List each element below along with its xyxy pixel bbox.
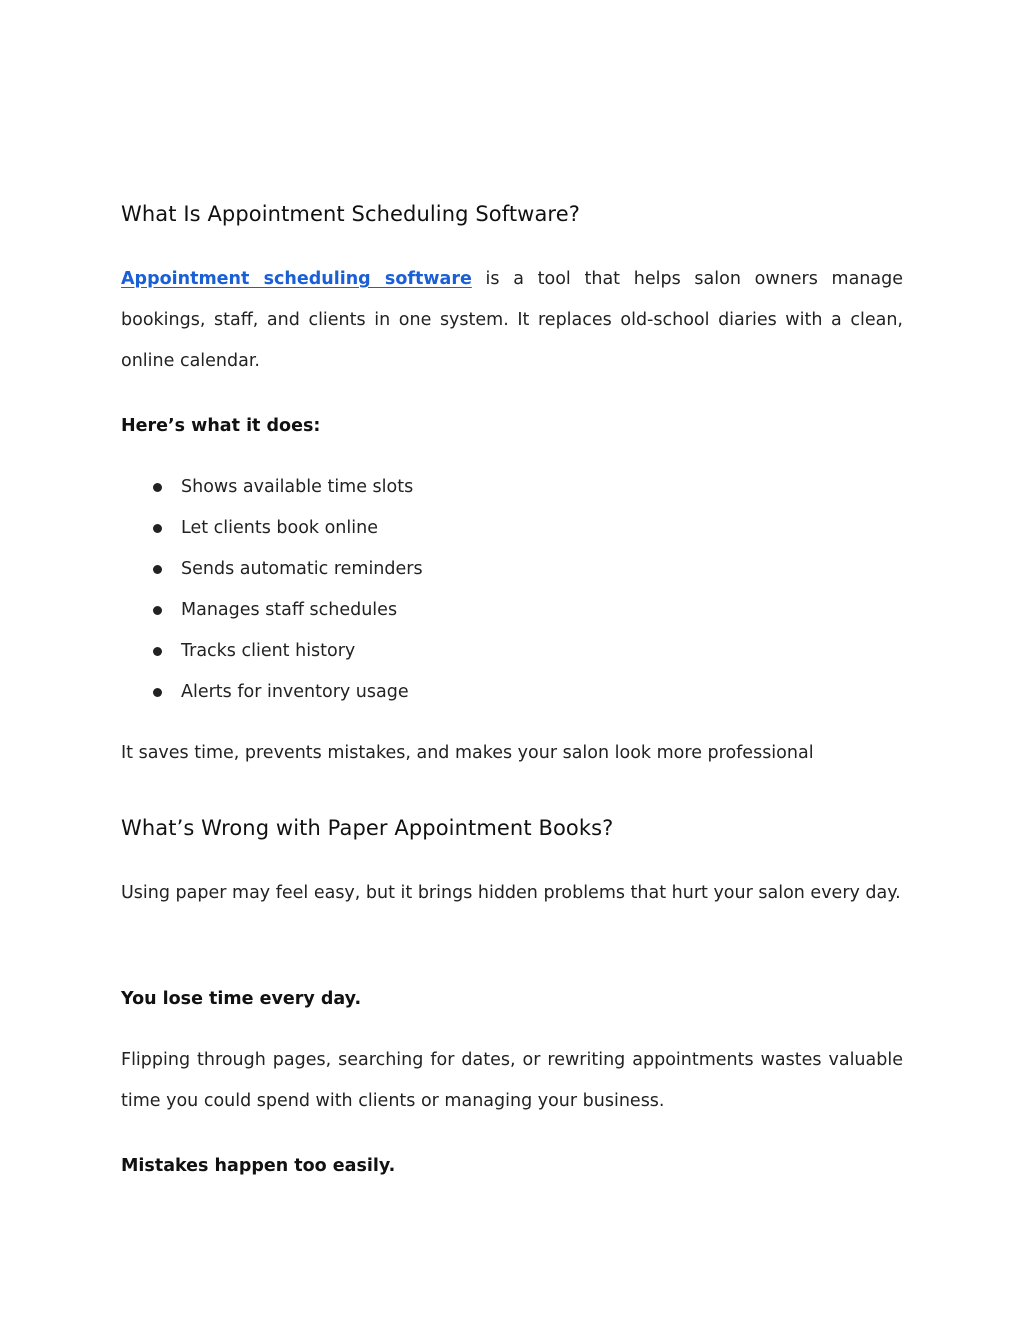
list-item-text: Tracks client history (181, 641, 356, 661)
intro-paragraph (121, 259, 903, 382)
lose-time-paragraph: Flipping through pages, searching for dates, or rewriting appointments wastes valuable time you could spend with clients or managing your business. (121, 1050, 903, 1111)
features-label: Here’s what it does: (121, 416, 321, 436)
intro-text: is a tool that helps salon owners manage bookings, staff, and clients in one system. It replaces old-school diaries with a clean, online calendar. (121, 269, 903, 371)
list-item-text: Manages staff schedules (181, 600, 398, 620)
list-item (121, 631, 903, 672)
section-heading-what-is: What Is Appointment Scheduling Software? (121, 202, 580, 226)
list-item-text: Shows available time slots (181, 477, 414, 497)
mistakes-label: Mistakes happen too easily. (121, 1156, 396, 1176)
bullet-icon (153, 524, 162, 533)
list-item-text: Let clients book online (181, 518, 378, 538)
bullet-icon (153, 647, 162, 656)
summary-paragraph: It saves time, prevents mistakes, and makes your salon look more professional (121, 743, 814, 763)
list-item-text: Sends automatic reminders (181, 559, 423, 579)
list-item (121, 508, 903, 549)
feature-list (121, 467, 903, 713)
list-item (121, 467, 903, 508)
list-item (121, 590, 903, 631)
section-heading-paper-books: What’s Wrong with Paper Appointment Books? (121, 816, 614, 840)
lose-time-label: You lose time every day. (121, 989, 362, 1009)
list-item (121, 549, 903, 590)
appointment-software-link[interactable]: Appointment scheduling software (121, 269, 472, 289)
list-item-text: Alerts for inventory usage (181, 682, 409, 702)
bullet-icon (153, 606, 162, 615)
list-item (121, 672, 903, 713)
bullet-icon (153, 483, 162, 492)
bullet-icon (153, 565, 162, 574)
paper-intro-paragraph: Using paper may feel easy, but it brings hidden problems that hurt your salon every day. (121, 883, 901, 903)
bullet-icon (153, 688, 162, 697)
